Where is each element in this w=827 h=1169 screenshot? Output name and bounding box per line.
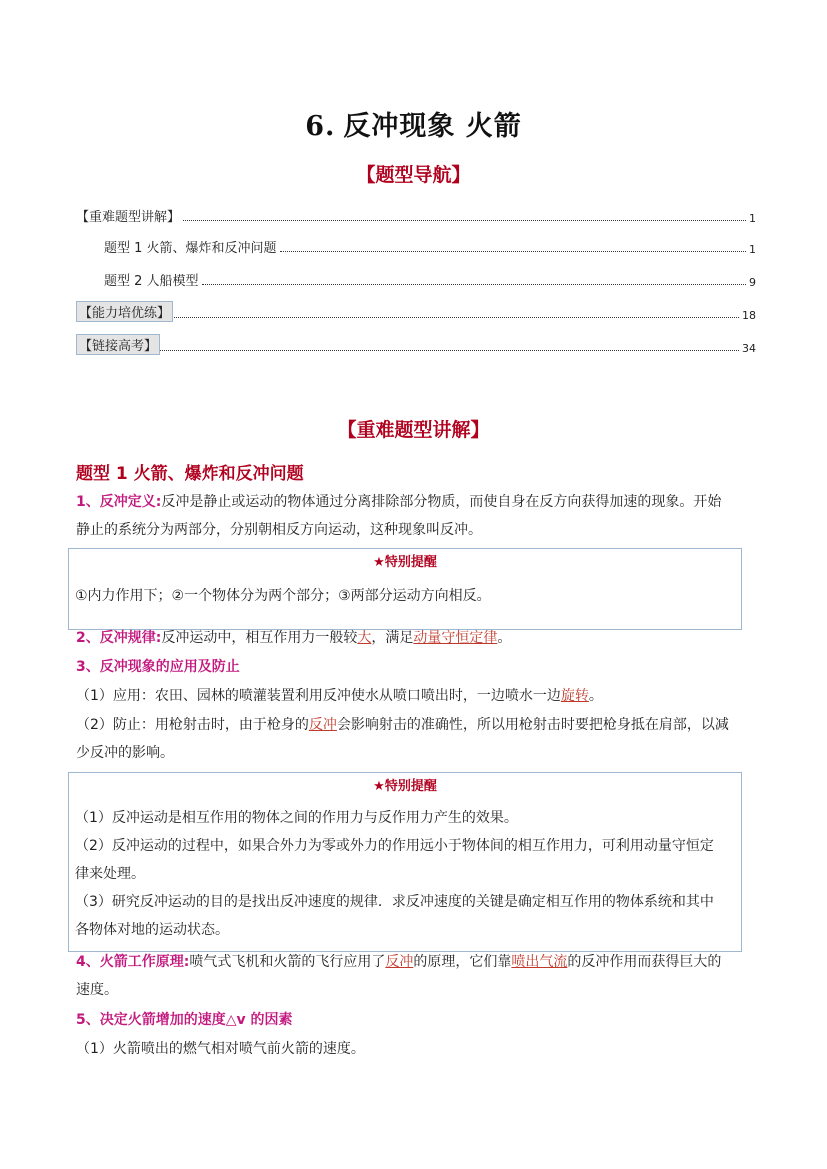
tip-heading: ★特别提醒 — [373, 555, 437, 570]
tip-text: ①内力作用下；②一个物体分为两个部分；③两部分运动方向相反。 — [75, 588, 491, 604]
prevention-line1: （2）防止：用枪射击时，由于枪身的反冲会影响射击的准确性，所以用枪射击时要把枪身抵在肩部，以减 — [76, 717, 729, 733]
prevention-line2: 少反冲的影响。 — [76, 745, 174, 761]
toc-entry[interactable]: 【能力培优练】 18 — [76, 302, 756, 322]
toc-entry[interactable]: 题型 2 人船模型 9 — [104, 274, 756, 289]
toc-entry[interactable]: 【链接高考】 34 — [76, 335, 756, 355]
page-title: 6. 反冲现象 火箭 — [305, 111, 522, 142]
definition-line2: 静止的系统分为两部分，分别朝相反方向运动，这种现象叫反冲。 — [76, 522, 482, 538]
type1-heading: 题型 1 火箭、爆炸和反冲问题 — [76, 464, 304, 484]
tip-heading: ★特别提醒 — [373, 779, 437, 794]
factors-heading: 5、决定火箭增加的速度△v 的因素 — [76, 1012, 293, 1028]
application-heading: 3、反冲现象的应用及防止 — [76, 659, 240, 675]
section-heading: 【重难题型讲解】 — [337, 419, 490, 441]
factors-line1: （1）火箭喷出的燃气相对喷气前火箭的速度。 — [76, 1041, 365, 1057]
application-line: （1）应用：农田、园林的喷灌装置利用反冲使水从喷口喷出时，一边喷水一边旋转。 — [76, 688, 603, 704]
nav-heading: 【题型导航】 — [356, 164, 471, 186]
toc-entry[interactable]: 题型 1 火箭、爆炸和反冲问题 1 — [104, 241, 756, 256]
tip-box-2: ★特别提醒 （1）反冲运动是相互作用的物体之间的作用力与反作用力产生的效果。 （2）反冲运动的过程中，如果合外力为零或外力的作用远小于物体间的相互作用力，可利用动量守恒定 律来处理。 （3）研究反冲运动的目的是找出反冲速度的规律．求反冲速度的关键是确定相互作用的物体系统和其中 各物体对地的运动状态。 — [68, 772, 742, 952]
definition-line1: 1、反冲定义:反冲是静止或运动的物体通过分离排除部分物质，而使自身在反方向获得加速的现象。开始 — [76, 494, 722, 510]
law-line: 2、反冲规律:反冲运动中，相互作用力一般较大，满足动量守恒定律。 — [76, 630, 512, 646]
rocket-principle-line2: 速度。 — [76, 982, 118, 998]
toc-entry[interactable]: 【重难题型讲解】 1 — [76, 210, 756, 225]
tip-box-1 — [68, 548, 742, 630]
rocket-principle-line1: 4、火箭工作原理:喷气式飞机和火箭的飞行应用了反冲的原理，它们靠喷出气流的反冲作用而获得巨大的 — [76, 954, 722, 970]
